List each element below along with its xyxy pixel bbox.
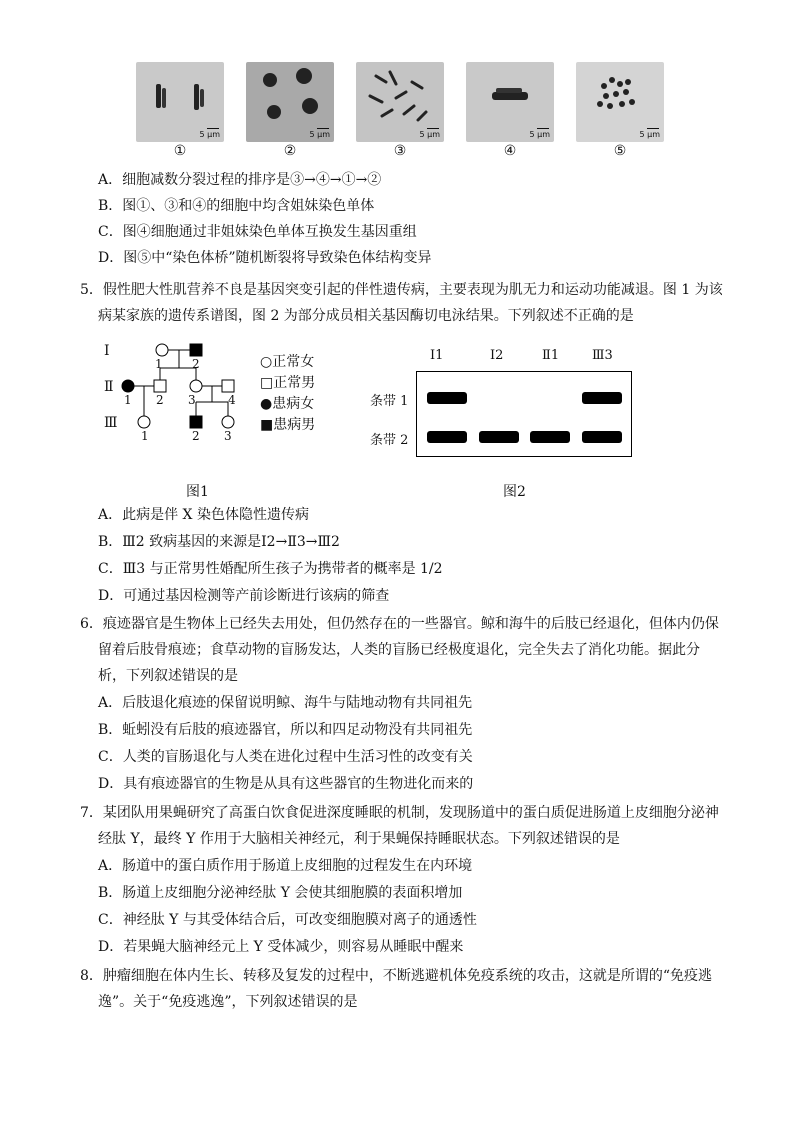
band-2-lane-2: [479, 431, 519, 443]
q6-stem-line1: 6．痕迹器官是生物体上已经失去用处，但仍然存在的一些器官。鲸和海牛的后肢已经退化，但体内仍保: [80, 616, 719, 632]
q7-option-b: B．肠道上皮细胞分泌神经肽 Y 会使其细胞膜的表面积增加: [98, 885, 463, 901]
gen-label-I: Ⅰ: [104, 343, 110, 359]
gen-label-II: Ⅱ: [104, 379, 114, 395]
member-num: 3: [224, 429, 232, 443]
figure-1-caption: 图1: [186, 484, 209, 500]
band-2-lane-1: [427, 431, 467, 443]
q7-option-a: A．肠道中的蛋白质作用于肠道上皮细胞的过程发生在内环境: [98, 858, 473, 874]
micrograph-panel-3: [356, 62, 444, 142]
panel-label: ③: [393, 143, 407, 159]
lane-label: Ⅱ1: [542, 348, 560, 363]
q6-option-c: C．人类的盲肠退化与人类在进化过程中生活习性的改变有关: [98, 749, 473, 765]
member-num: 2: [192, 429, 200, 443]
scale-label: 5 μm: [309, 130, 330, 139]
q5-stem-line1: 5．假性肥大性肌营养不良是基因突变引起的伴性遗传病，主要表现为肌无力和运动功能减退。图 1 为该: [80, 282, 723, 298]
panel-label: ①: [173, 143, 187, 159]
panel-label: ⑤: [613, 143, 627, 159]
q4-option-c: C．图④细胞通过非姐妹染色单体互换发生基因重组: [98, 224, 417, 240]
lane-label: Ⅰ1: [430, 348, 444, 363]
band-1-label: 条带 1: [370, 394, 409, 409]
member-num: 1: [124, 393, 132, 407]
member-num: 2: [156, 393, 164, 407]
member-num: 4: [228, 393, 236, 407]
gen-label-III: Ⅲ: [104, 415, 118, 431]
q6-stem-line3: 析，下列叙述错误的是: [98, 668, 238, 684]
band-2-lane-3: [530, 431, 570, 443]
q6-option-b: B．蚯蚓没有后肢的痕迹器官，所以和四足动物没有共同祖先: [98, 722, 473, 738]
legend-affected-male: ■患病男: [260, 417, 316, 433]
band-2-lane-4: [582, 431, 622, 443]
q5-option-d: D．可通过基因检测等产前诊断进行该病的筛查: [98, 588, 390, 604]
scale-label: 5 μm: [529, 130, 550, 139]
q5-option-c: C．Ⅲ3 与正常男性婚配所生孩子为携带者的概率是 1/2: [98, 561, 443, 577]
member-num: 3: [188, 393, 196, 407]
scale-label: 5 μm: [639, 130, 660, 139]
q6-option-a: A．后肢退化痕迹的保留说明鲸、海牛与陆地动物有共同祖先: [98, 695, 473, 711]
q6-option-d: D．具有痕迹器官的生物是从具有这些器官的生物进化而来的: [98, 776, 474, 792]
micrograph-panel-5: [576, 62, 664, 142]
q7-option-c: C．神经肽 Y 与其受体结合后，可改变细胞膜对离子的通透性: [98, 912, 477, 928]
band-1-lane-1: [427, 392, 467, 404]
scale-label: 5 μm: [419, 130, 440, 139]
q7-option-d: D．若果蝇大脑神经元上 Y 受体减少，则容易从睡眠中醒来: [98, 939, 464, 955]
q7-stem-line1: 7．某团队用果蝇研究了高蛋白饮食促进深度睡眠的机制，发现肠道中的蛋白质促进肠道上皮细胞分泌神: [80, 805, 719, 821]
q5-stem-line2: 病某家族的遗传系谱图，图 2 为部分成员相关基因酶切电泳结果。下列叙述不正确的是: [98, 308, 634, 324]
legend-affected-female: ●患病女: [260, 396, 315, 412]
gel-box: [416, 371, 632, 457]
q6-stem-line2: 留着后肢骨痕迹；食草动物的盲肠发达，人类的盲肠已经极度退化，完全失去了消化功能。据此分: [98, 642, 700, 658]
q4-option-d: D．图⑤中“染色体桥”随机断裂将导致染色体结构变异: [98, 250, 432, 266]
q5-option-a: A．此病是伴 X 染色体隐性遗传病: [98, 507, 309, 523]
figure-2-caption: 图2: [503, 484, 526, 500]
member-num: 2: [192, 357, 200, 371]
q8-stem-line1: 8．肿瘤细胞在体内生长、转移及复发的过程中，不断逃避机体免疫系统的攻击，这就是所谓的“免疫逃: [80, 968, 713, 984]
micrograph-panel-1: [136, 62, 224, 142]
lane-label: Ⅰ2: [490, 348, 504, 363]
legend-normal-male: □正常男: [260, 375, 316, 391]
q5-option-b: B．Ⅲ2 致病基因的来源是Ⅰ2→Ⅱ3→Ⅲ2: [98, 534, 340, 550]
micrograph-panel-2: [246, 62, 334, 142]
member-num: 1: [155, 357, 163, 371]
q4-option-a: A．细胞减数分裂过程的排序是③→④→①→②: [98, 172, 382, 188]
scale-label: 5 μm: [199, 130, 220, 139]
member-num: 1: [141, 429, 149, 443]
panel-label: ④: [503, 143, 517, 159]
lane-label: Ⅲ3: [592, 348, 613, 363]
panel-label: ②: [283, 143, 297, 159]
band-2-label: 条带 2: [370, 433, 409, 448]
band-1-lane-4: [582, 392, 622, 404]
micrograph-panel-4: [466, 62, 554, 142]
q4-option-b: B．图①、③和④的细胞中均含姐妹染色单体: [98, 198, 375, 214]
q8-stem-line2: 逸”。关于“免疫逃逸”，下列叙述错误的是: [98, 994, 358, 1010]
legend-normal-female: ○正常女: [260, 354, 315, 370]
q7-stem-line2: 经肽 Y，最终 Y 作用于大脑相关神经元，利于果蝇保持睡眠状态。下列叙述错误的是: [98, 831, 620, 847]
